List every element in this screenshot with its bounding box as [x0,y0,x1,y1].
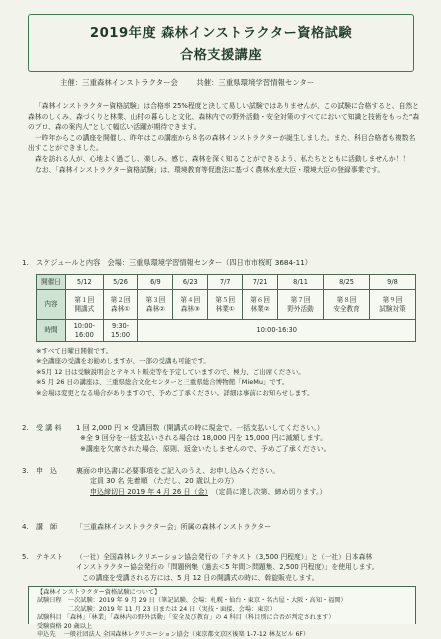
table-row [37,320,416,342]
table-cell [138,290,173,320]
exam-info-box [28,586,416,639]
table-cell [243,290,278,320]
exam-box-title: 【森林インストラクター資格試験について】 [37,589,161,596]
page-subtitle: 合格支援講座 [179,48,263,63]
cell-line: 森林① [110,304,131,313]
cell-line: 16:00 [74,330,94,339]
apply-section [22,466,326,497]
cell-line: 9:30- [111,322,130,330]
table-cell: 8/11 [278,275,324,290]
cell-line: 第９回 [382,296,403,304]
note-line: ※5月 12 日は受験説明会とテキスト販売等を予定していますので、極力、ご出席ください。 [36,367,305,376]
deadline-line [22,487,326,497]
note-line: ※会場は変更となる場合がありますので、予めご了承ください。詳細は事前にお知らせします。 [36,388,314,397]
row-label: 内容 [37,290,66,320]
table-cell: 5/12 [66,275,104,290]
cell-line: 開講式 [74,304,95,313]
section-label: 受 講 料 [36,424,62,432]
cell-line: 野外活動 [287,304,314,313]
section-label: 講 師 [36,523,57,531]
cell-line: 第３回 [145,296,166,304]
cell-line: 試験対策 [379,304,406,313]
cell-line: 森林③ [180,304,200,313]
section-label: 申 込 [36,467,57,475]
exam-box-row: 試験科目 「森林」「林業」「森林内の野外活動」「安全及び教育」の 4 科目（科目別に合否が判定されます） [37,614,335,622]
section-number: 3. [22,467,29,475]
row-label: 時間 [37,320,66,342]
table-cell: 6/9 [138,275,173,290]
intro-paragraph: 森を訪れる人が、心地よく過ごし、楽しみ、感じ、森林を深く知ることができるよう、私たちとともに活動しませんか！！ [35,154,410,163]
note-line: ※全講座の受講をお勧めしますが、一部の受講も可能です。 [36,357,210,366]
cell-line: 安全教育 [333,304,360,313]
table-cell: 7/21 [243,275,278,290]
table-cell [103,320,138,342]
table-cell [369,290,415,320]
table-row [37,275,416,290]
table-cell [208,290,243,320]
cell-line: 林業① [215,304,235,313]
exam-box-row: 試験日程 一次試験：2019 年 9 月 29 日（筆記試験、会場：札幌・仙台・東京・名古屋・大阪・高知・福岡） [37,597,347,605]
cohost-organizer: 共催：三重県環境学習情報センター [196,78,315,87]
cell-line: 第２回 [110,296,131,304]
table-cell [66,320,104,342]
deadline-note: （定員に達し次第、締め切ります。） [215,487,327,496]
intro-paragraph: 一昨年からこの講座を開催し、昨年はこの講座から８名の森林インストラクターが誕生しました。また、科目合格者も複数名出すことができました。 [28,133,416,153]
note-line: ※5 月 26 日の講座は、三重県総合文化センターと三重県総合博物館「MieMu」です。 [36,378,289,387]
fee-line: ※講座を欠席された場合、原則、返金いたしませんので、予めご了承ください。 [80,444,331,453]
organizers [60,77,330,88]
textbook-section [22,552,379,583]
table-cell [103,290,138,320]
capacity-line: 定員 30 名 先着順 （ただし、20 歳以上の方） [90,477,238,486]
table-cell: 6/23 [173,275,208,290]
section-number: 1. [22,258,29,267]
cell-line: 第１回 [74,296,95,304]
table-cell [173,290,208,320]
note-line: ※すべて日曜日開催です。 [36,347,113,355]
cell-line: 林業② [250,304,270,313]
cell-line: 15:00 [111,330,131,339]
table-cell [278,290,324,320]
section-label: テキスト [36,553,64,561]
schedule-table [36,274,416,342]
table-cell: 5/26 [103,275,138,290]
schedule-heading [22,258,312,268]
cell-line: 第７回 [290,296,311,304]
lecturer-section [22,522,271,532]
title-box [28,14,414,72]
table-cell: 8/25 [324,275,370,290]
table-cell [66,290,104,320]
cell-line: 第６回 [250,296,270,304]
page-title: 2019年度 森林インストラクター資格試験 [89,26,353,41]
table-row [37,290,416,320]
cell-line: 森林② [145,304,165,313]
section-number: 2. [22,424,29,432]
host-organizer: 主催：三重森林インストラクター会 [60,78,178,87]
schedule-notes [36,346,314,398]
cell-line: 10:00- [73,322,95,330]
row-label: 開催日 [37,275,66,290]
intro-paragraph: 「森林インストラクター資格試験」は合格率 25%程度と決して易しい試験ではありませんが、この試験に合格すると、自然と森林のしくみ、森づくりと林業、山村の暮らしと文化、森林内での野外活動・安全対策のすべてにおいて知識と技術をもった“森のプロ、森の案内人”として幅広い活躍が期待できます。 [28,102,420,132]
intro-text [28,101,420,175]
deadline-date: 申込締切日 2019 年 4 月 26 日（金） [90,487,209,496]
textbook-line: （一社）全国森林レクリエーション協会発行の「テキスト（3,500 円程度）」と（一社）日本森林 [76,553,373,561]
fee-section [22,423,331,454]
table-cell: 10:00-16:30 [138,320,416,342]
section-number: 5. [22,553,29,561]
cell-line: 第８回 [336,296,357,304]
table-cell: 7/7 [208,275,243,290]
exam-box-row: 受験資格 20 歳以上 [37,622,93,630]
textbook-line: インストラクター協会発行の「問題例集（過去＜5 年間＞問題集、2,500 円程度）」を使用します。 [76,563,379,572]
section-number: 4. [22,523,29,531]
fee-line: ※全 9 回分を一括支払いされる場合は 18,000 円を 15,000 円に減額します。 [80,434,328,443]
cell-line: 第５回 [215,296,236,304]
table-cell [324,290,370,320]
apply-line: 裏面の申込書に必要事項をご記入のうえ、お申し込みください。 [76,467,280,475]
lecturer-text: 「三重森林インストラクター会」所属の森林インストラクター [76,523,272,531]
exam-box-row: 申込先 一般社団法人 全国森林レクリエーション協会（東京都文京区後楽 1-7-12 林友ビル 6F） [37,631,310,639]
intro-paragraph: なお、「森林インストラクター資格試験」は、環境教育等促進法に基づく農林水産大臣・環境大臣の登録事業です。 [35,165,385,174]
schedule-heading-text: スケジュールと内容 会場：三重県環境学習情報センター（四日市市桜町 3684-11） [36,258,312,267]
fee-line: 1 回 2,000 円 × 受講回数（開講式の時に現金で、一括支払いしてください。） [76,424,324,432]
exam-box-row: 二次試験：2019 年 11 月 23 日または 24 日（実技・面接、会場：東京） [37,605,276,613]
table-cell: 9/8 [369,275,415,290]
textbook-line: この講座を受講される方には、5 月 12 日の開講式の時に、斡旋販売します。 [82,573,319,582]
cell-line: 第４回 [180,296,201,304]
